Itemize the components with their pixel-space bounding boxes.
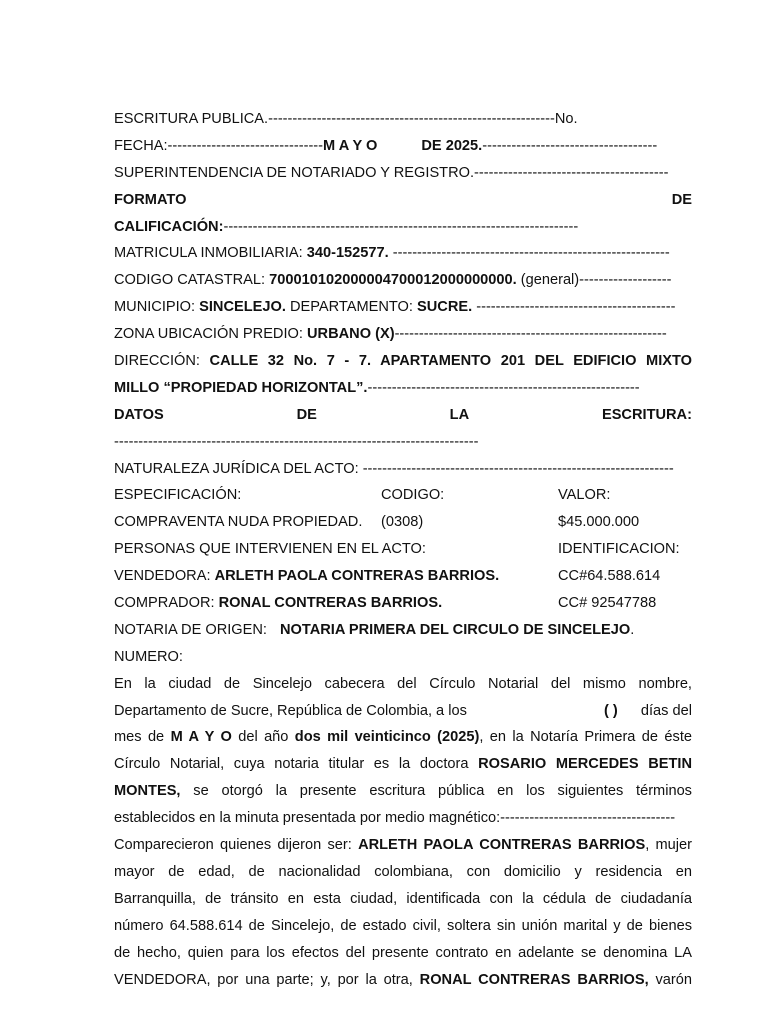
direccion-line-1 bbox=[114, 348, 692, 375]
body-line-3-c: , en la Notaría Primera de éste bbox=[479, 729, 692, 746]
de-word: DE bbox=[296, 406, 317, 423]
notary-surname: MONTES, bbox=[114, 783, 181, 800]
escritura-label: ESCRITURA PUBLICA. bbox=[114, 111, 269, 127]
superintendencia-line: SUPERINTENDENCIA DE NOTARIADO Y REGISTRO.---------------------------------------- bbox=[114, 164, 669, 181]
vendedora-name: ARLETH PAOLA CONTRERAS BARRIOS. bbox=[214, 568, 500, 585]
body-line-12 bbox=[114, 967, 692, 994]
body-line-6: establecidos en la minuta presentada por medio magnético:------------------------------------ bbox=[114, 810, 676, 827]
escritura-line bbox=[114, 106, 692, 133]
catastral-value: 700010102000004700012000000000. bbox=[269, 272, 517, 289]
dash-filler: -------------------------------------------------------- bbox=[367, 379, 640, 396]
comprador-name: RONAL CONTRERAS BARRIOS. bbox=[218, 595, 443, 612]
fecha-month: M A Y O bbox=[323, 137, 378, 154]
catastral-line bbox=[114, 267, 692, 294]
fecha-year: DE 2025. bbox=[421, 137, 483, 154]
personas-label: PERSONAS QUE INTERVIENEN EN EL ACTO: bbox=[114, 541, 426, 558]
notaria-line bbox=[114, 617, 692, 644]
body-line-2-text: Departamento de Sucre, República de Colombia, a los bbox=[114, 702, 467, 719]
body-line-2 bbox=[114, 698, 692, 725]
dash-filler: --------------------------------------------------------- bbox=[388, 245, 670, 262]
body-line-3-a: mes de bbox=[114, 729, 165, 746]
notaria-label: NOTARIA DE ORIGEN: bbox=[114, 621, 267, 638]
comprador-id: CC# 92547788 bbox=[558, 595, 657, 612]
notaria-value: NOTARIA PRIMERA DEL CIRCULO DE SINCELEJO bbox=[279, 621, 631, 638]
dash-filler: -------------------------------------------------------- bbox=[394, 326, 667, 343]
vendedora-cell bbox=[114, 563, 558, 590]
fecha-label: FECHA: bbox=[114, 137, 168, 154]
body-line-7 bbox=[114, 832, 692, 859]
direccion-value-1: CALLE 32 No. 7 - 7. APARTAMENTO 201 DEL EDIFICIO MIXTO bbox=[209, 353, 692, 370]
body-line-1: En la ciudad de Sincelejo cabecera del Círculo Notarial del mismo nombre, bbox=[114, 675, 692, 692]
notaria-dot: . bbox=[630, 621, 635, 638]
vendedora-name-body: ARLETH PAOLA CONTRERAS BARRIOS bbox=[358, 837, 646, 854]
body-line-9: Barranquilla, de tránsito en esta ciudad, identificada con la cédula de ciudadanía bbox=[114, 890, 692, 907]
departamento-label: DEPARTAMENTO: bbox=[285, 299, 413, 316]
table-header-row bbox=[114, 482, 692, 509]
direccion-line-2 bbox=[114, 375, 692, 402]
body-line-7-a: Comparecieron quienes dijeron ser: bbox=[114, 837, 352, 854]
vendedora-row bbox=[114, 563, 692, 590]
datos-word: DATOS bbox=[114, 406, 164, 423]
zona-label: ZONA UBICACIÓN PREDIO: bbox=[114, 326, 303, 343]
matricula-value: 340-152577. bbox=[306, 245, 389, 262]
calificacion-label: CALIFICACIÓN: bbox=[114, 218, 224, 235]
acto-valor: $45.000.000 bbox=[558, 514, 640, 531]
body-line-2-end: días del bbox=[640, 702, 692, 719]
municipio-line bbox=[114, 294, 692, 321]
catastral-tail: (general)------------------- bbox=[516, 272, 672, 289]
body-line-12-a: VENDEDORA, por una parte; y, por la otra, bbox=[114, 971, 413, 988]
deed-document bbox=[114, 106, 692, 993]
body-month: M A Y O bbox=[170, 729, 232, 746]
datos-heading bbox=[114, 402, 692, 429]
comprador-cell bbox=[114, 590, 558, 617]
body-line-8: mayor de edad, de nacionalidad colombiana, con domicilio y residencia en bbox=[114, 863, 692, 880]
naturaleza-line: NATURALEZA JURÍDICA DEL ACTO: ---------------------------------------------------------------- bbox=[114, 460, 674, 477]
body-line-3-b: del año bbox=[238, 729, 289, 746]
fecha-line bbox=[114, 133, 692, 160]
body-line-10: número 64.588.614 de Sincelejo, de estado civil, soltera sin unión marital y de bienes bbox=[114, 917, 692, 934]
comprador-name-body: RONAL CONTRERAS BARRIOS, bbox=[419, 971, 649, 988]
matricula-label: MATRICULA INMOBILIARIA: bbox=[114, 245, 303, 262]
matricula-line bbox=[114, 240, 692, 267]
body-line-12-b: varón bbox=[655, 971, 692, 988]
catastral-label: CODIGO CATASTRAL: bbox=[114, 272, 266, 289]
direccion-label: DIRECCIÓN: bbox=[114, 353, 200, 370]
body-line-3 bbox=[114, 724, 692, 751]
acto-codigo: (0308) bbox=[381, 514, 424, 531]
formato-word: FORMATO bbox=[114, 191, 187, 208]
zona-line bbox=[114, 321, 692, 348]
datos-dash-line: --------------------------------------------------------------------------- bbox=[114, 433, 479, 450]
table-row bbox=[114, 509, 692, 536]
numero-line: NUMERO: bbox=[114, 648, 183, 665]
body-line-11: de hecho, quien para los efectos del presente contrato en adelante se denomina LA bbox=[114, 944, 692, 961]
municipio-label: MUNICIPIO: bbox=[114, 299, 196, 316]
comprador-label: COMPRADOR: bbox=[114, 595, 215, 612]
direccion-value-2: MILLO “PROPIEDAD HORIZONTAL”. bbox=[114, 379, 368, 396]
dash-filler: ------------------------------------ bbox=[482, 137, 658, 154]
valor-header: VALOR: bbox=[558, 487, 611, 504]
escritura-word: ESCRITURA: bbox=[601, 406, 692, 423]
dash-filler: -------------------------------- bbox=[167, 137, 324, 154]
dash-filler: ----------------------------------------- bbox=[472, 299, 676, 316]
number-label: No. bbox=[554, 111, 578, 127]
formato-line bbox=[114, 187, 692, 214]
dash-filler: ----------------------------------------------------------- bbox=[268, 111, 555, 127]
municipio-value: SINCELEJO. bbox=[199, 299, 286, 316]
personas-row bbox=[114, 536, 692, 563]
notary-name: ROSARIO MERCEDES BETIN bbox=[478, 756, 692, 773]
codigo-header: CODIGO: bbox=[381, 487, 445, 504]
vendedora-id: CC#64.588.614 bbox=[558, 568, 661, 585]
la-word: LA bbox=[449, 406, 470, 423]
body-year: dos mil veinticinco (2025) bbox=[294, 729, 480, 746]
zona-value: URBANO (X) bbox=[307, 326, 395, 343]
especificacion-header: ESPECIFICACIÓN: bbox=[114, 487, 242, 504]
departamento-value: SUCRE. bbox=[417, 299, 473, 316]
identificacion-header: IDENTIFICACION: bbox=[558, 541, 680, 558]
de-word: DE bbox=[671, 191, 692, 208]
dash-filler: ------------------------------------------------------------------------- bbox=[223, 218, 579, 235]
calificacion-line bbox=[114, 214, 692, 241]
body-line-5 bbox=[114, 778, 692, 805]
body-line-4-a: Círculo Notarial, cuya notaria titular es la doctora bbox=[114, 756, 469, 773]
body-line-4 bbox=[114, 751, 692, 778]
body-line-5-b: se otorgó la presente escritura pública en los siguientes términos bbox=[193, 783, 692, 800]
acto-especificacion: COMPRAVENTA NUDA PROPIEDAD. bbox=[114, 514, 363, 531]
days-blank: ( ) bbox=[604, 702, 618, 719]
body-line-7-b: , mujer bbox=[645, 837, 692, 854]
comprador-row bbox=[114, 590, 692, 617]
vendedora-label: VENDEDORA: bbox=[114, 568, 211, 585]
